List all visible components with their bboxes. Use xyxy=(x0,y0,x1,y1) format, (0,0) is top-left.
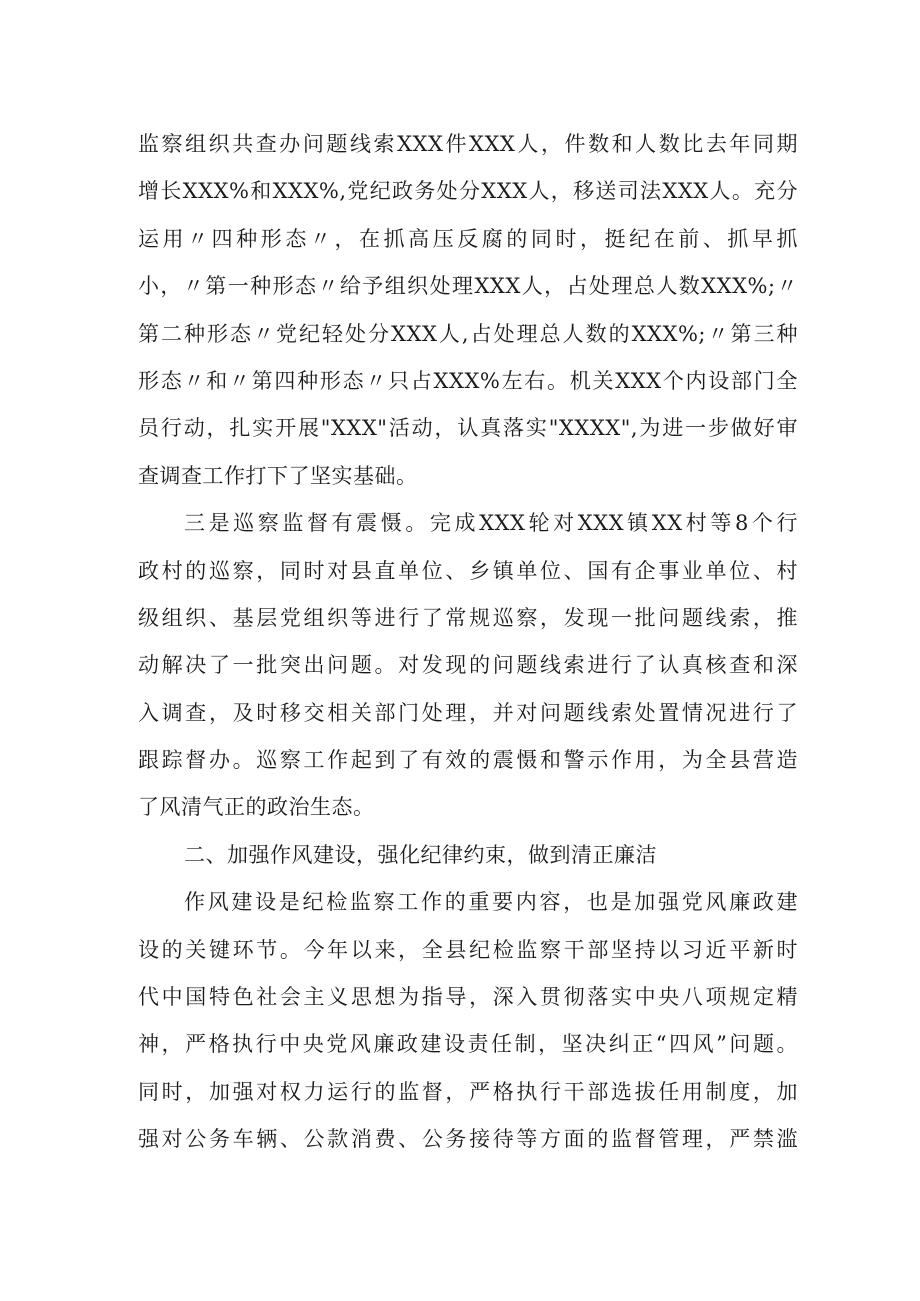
text-line: 入调查，及时移交相关部门处理，并对问题线索处置情况进行了 xyxy=(138,700,798,725)
text-line: 神，严格执行中央党风廉政建设责任制，坚决纠正“四风”问题。 xyxy=(138,1032,798,1057)
text-line: 政村的巡察，同时对县直单位、乡镇单位、国有企事业单位、村 xyxy=(138,558,798,583)
text-line: 运用〃四种形态〃，在抓高压反腐的同时，挺纪在前、抓早抓 xyxy=(138,226,798,251)
text-line: 动解决了一批突出问题。对发现的问题线索进行了认真核查和深 xyxy=(138,653,798,678)
text-line: 跟踪督办。巡察工作起到了有效的震慑和警示作用，为全县营造 xyxy=(138,748,798,773)
text-line: 强对公务车辆、公款消费、公务接待等方面的监督管理，严禁滥 xyxy=(138,1127,798,1152)
paragraph-start-line: 三是巡察监督有震慑。完成XXX轮对XXX镇XX村等8个行 xyxy=(184,511,798,536)
text-line: 设的关键环节。今年以来，全县纪检监察干部坚持以习近平新时 xyxy=(138,937,798,962)
body-text xyxy=(138,121,798,1164)
text-line: 级组织、基层党组织等进行了常规巡察，发现一批问题线索，推 xyxy=(138,605,798,630)
text-line: 形态〃和〃第四种形态〃只占XXX%左右。机关XXX个内设部门全 xyxy=(138,368,798,393)
text-line: 同时，加强对权力运行的监督，严格执行干部选拔任用制度，加 xyxy=(138,1079,798,1104)
text-line: 小，〃第一种形态〃给予组织处理XXX人，占处理总人数XXX%;〃 xyxy=(138,274,798,299)
text-line: 第二种形态〃党纪轻处分XXX人,占处理总人数的XXX%;〃第三种 xyxy=(138,321,798,346)
text-line: 代中国特色社会主义思想为指导，深入贯彻落实中央八项规定精 xyxy=(138,985,798,1010)
text-line: 了风清气正的政治生态。 xyxy=(138,795,375,820)
text-line: 增长XXX%和XXX%,党纪政务处分XXX人，移送司法XXX人。充分 xyxy=(138,179,798,204)
paragraph-start-line: 作风建设是纪检监察工作的重要内容，也是加强党风廉政建 xyxy=(184,890,798,915)
section-heading: 二、加强作风建设，强化纪律约束，做到清正廉洁 xyxy=(184,842,657,867)
text-line: 查调查工作打下了坚实基础。 xyxy=(138,463,418,488)
text-line: 员行动，扎实开展"XXX"活动，认真落实"XXXX",为进一步做好审 xyxy=(138,416,798,441)
text-line: 监察组织共查办问题线索XXX件XXX人，件数和人数比去年同期 xyxy=(138,132,798,156)
